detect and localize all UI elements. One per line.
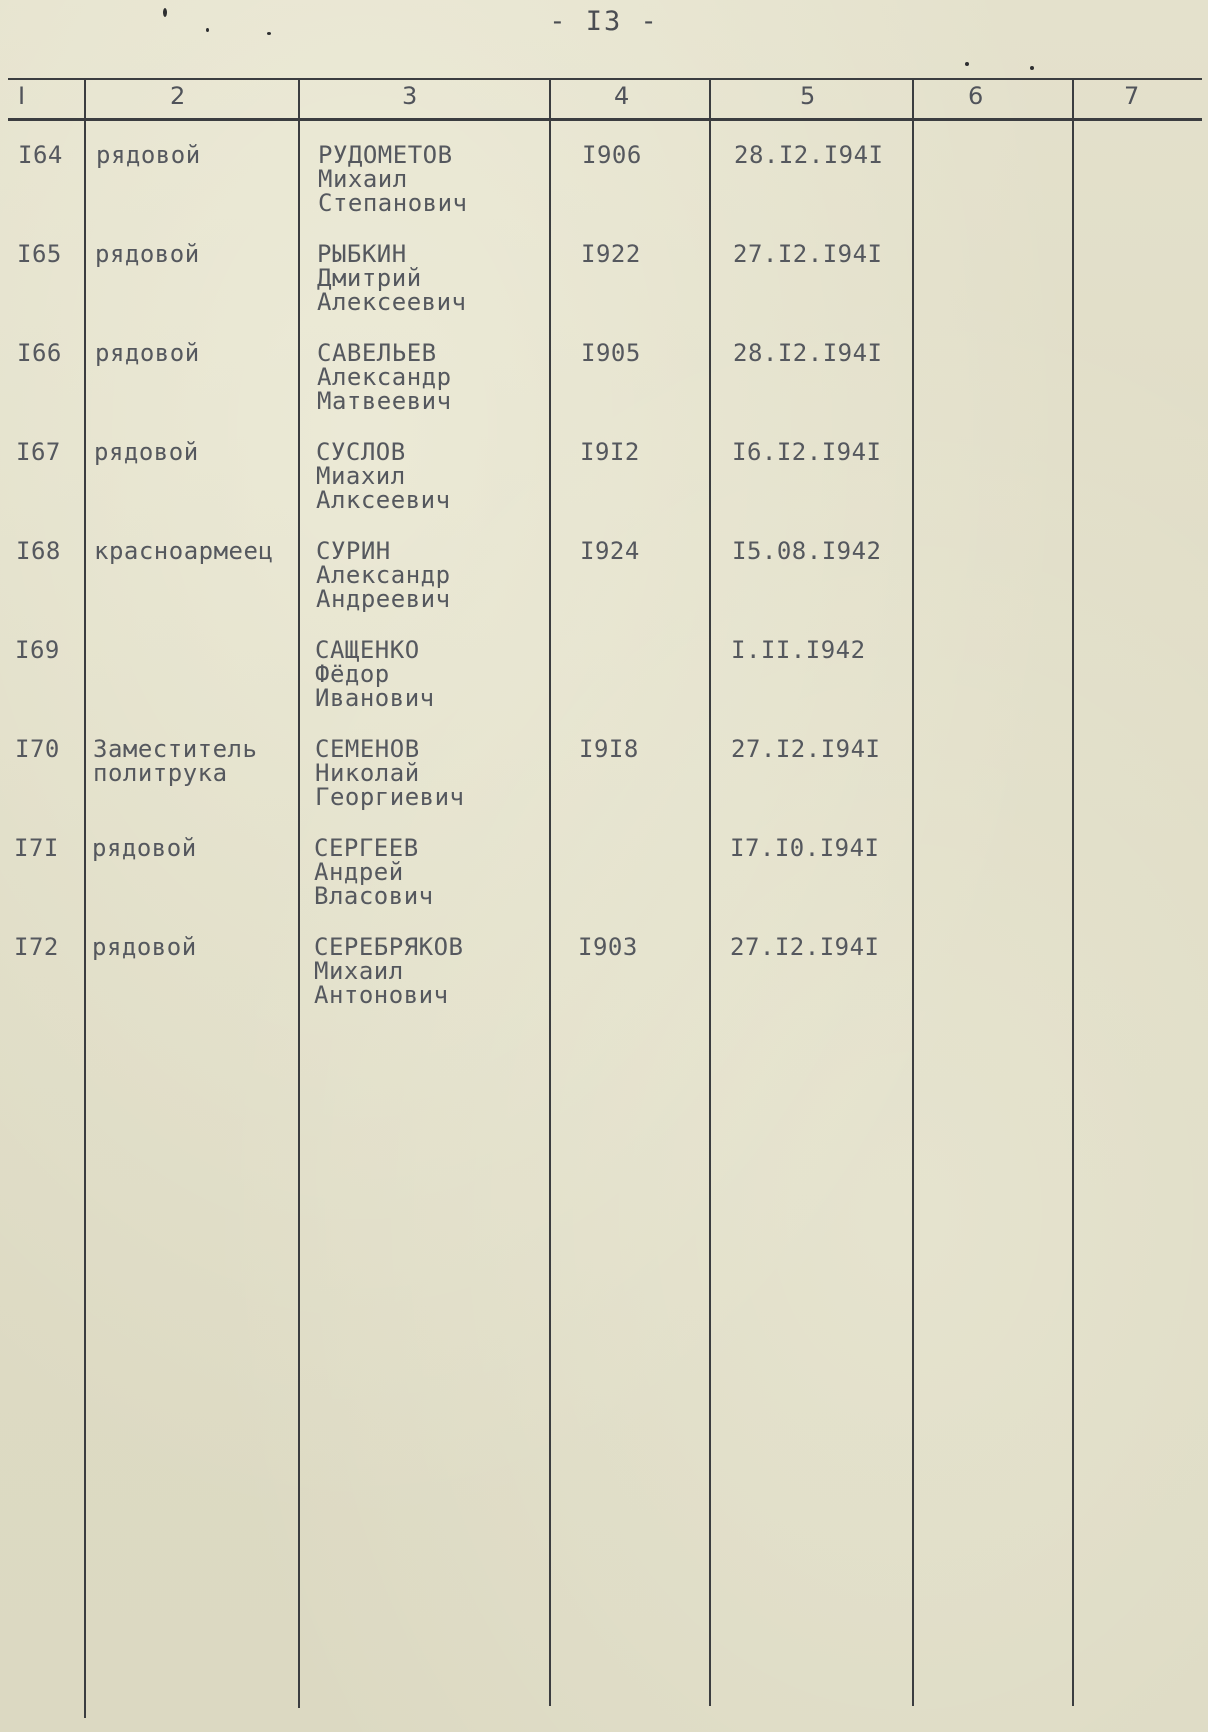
name-cell-line: СЕМЕНОВ — [315, 735, 420, 763]
name-cell — [318, 143, 468, 215]
name-cell-line: РУДОМЕТОВ — [318, 141, 453, 169]
column-header-3: 3 — [402, 82, 418, 110]
date-cell: I.II.I942 — [731, 636, 866, 664]
name-cell-line: Фёдор — [315, 660, 390, 688]
date-cell: I5.08.I942 — [732, 537, 882, 565]
date-cell: 27.I2.I94I — [731, 735, 881, 763]
rank-cell-line: Заместитель — [93, 735, 258, 763]
entry-number: I67 — [16, 438, 61, 466]
name-cell-line: СУРИН — [316, 537, 391, 565]
name-cell-line: СЕРЕБРЯКОВ — [314, 933, 464, 961]
entry-number: I72 — [14, 933, 59, 961]
entry-number: I68 — [16, 537, 61, 565]
paper-speck — [267, 32, 271, 35]
entry-number: I65 — [17, 240, 62, 268]
birth-year-cell: I905 — [581, 339, 641, 367]
rank-cell-line: красноармеец — [94, 537, 274, 565]
entry-number: I64 — [18, 141, 63, 169]
birth-year-cell: I9I2 — [580, 438, 640, 466]
date-cell: I6.I2.I94I — [732, 438, 882, 466]
rank-cell — [96, 143, 201, 167]
name-cell-line: Степанович — [318, 189, 468, 217]
column-header-4: 4 — [614, 82, 630, 110]
rank-cell — [95, 242, 200, 266]
name-cell-line: Дмитрий — [317, 264, 422, 292]
name-cell-line: Иванович — [315, 684, 435, 712]
birth-year-cell: I922 — [581, 240, 641, 268]
name-cell-line: Антонович — [314, 981, 449, 1009]
name-cell-line: СУСЛОВ — [316, 438, 406, 466]
date-cell: 28.I2.I94I — [734, 141, 884, 169]
rank-cell-line: рядовой — [94, 438, 199, 466]
paper-speck — [163, 8, 167, 17]
name-cell-line: Александр — [317, 363, 452, 391]
paper-speck — [1030, 66, 1034, 70]
date-cell: I7.I0.I94I — [730, 834, 880, 862]
name-cell — [317, 341, 452, 413]
table-top-rule — [8, 78, 1202, 80]
paper-speck — [206, 28, 209, 32]
name-cell-line: Михаил — [314, 957, 404, 985]
name-cell-line: Алксеевич — [316, 486, 451, 514]
name-cell-line: РЫБКИН — [317, 240, 407, 268]
column-divider-2 — [298, 78, 300, 1708]
birth-year-cell: I9I8 — [579, 735, 639, 763]
column-divider-3 — [549, 78, 551, 1706]
name-cell — [316, 539, 451, 611]
rank-cell — [94, 440, 199, 464]
entry-number: I70 — [15, 735, 60, 763]
name-cell-line: СЕРГЕЕВ — [314, 834, 419, 862]
name-cell — [317, 242, 467, 314]
name-cell-line: САВЕЛЬЕВ — [317, 339, 437, 367]
name-cell-line: Михаил — [318, 165, 408, 193]
column-header-5: 5 — [800, 82, 816, 110]
name-cell — [315, 638, 435, 710]
name-cell-line: Николай — [315, 759, 420, 787]
rank-cell-line: политрука — [93, 759, 228, 787]
rank-cell-line: рядовой — [95, 339, 200, 367]
name-cell-line: Алексеевич — [317, 288, 467, 316]
rank-cell-line: рядовой — [96, 141, 201, 169]
page-number: - I3 - — [549, 6, 659, 37]
rank-cell — [95, 341, 200, 365]
name-cell-line: Андрей — [314, 858, 404, 886]
birth-year-cell: I903 — [578, 933, 638, 961]
name-cell-line: Георгиевич — [315, 783, 465, 811]
date-cell: 27.I2.I94I — [733, 240, 883, 268]
entry-number: I7I — [14, 834, 59, 862]
name-cell — [316, 440, 451, 512]
birth-year-cell: I924 — [580, 537, 640, 565]
rank-cell — [93, 737, 257, 785]
name-cell-line: Александр — [316, 561, 451, 589]
header-bottom-rule — [8, 118, 1202, 121]
rank-cell — [94, 539, 273, 563]
name-cell — [314, 836, 434, 908]
name-cell-line: Андреевич — [316, 585, 451, 613]
column-header-1: I — [18, 82, 26, 110]
name-cell-line: Миахил — [316, 462, 406, 490]
name-cell-line: Матвеевич — [317, 387, 452, 415]
entry-number: I66 — [17, 339, 62, 367]
date-cell: 28.I2.I94I — [733, 339, 883, 367]
column-header-2: 2 — [170, 82, 186, 110]
name-cell-line: Власович — [314, 882, 434, 910]
birth-year-cell: I906 — [582, 141, 642, 169]
name-cell-line: САЩЕНКО — [315, 636, 420, 664]
date-cell: 27.I2.I94I — [730, 933, 880, 961]
column-divider-6 — [1072, 80, 1074, 1706]
rank-cell-line: рядовой — [95, 240, 200, 268]
name-cell — [314, 935, 464, 1007]
entry-number: I69 — [15, 636, 60, 664]
column-header-6: 6 — [968, 82, 984, 110]
column-header-7: 7 — [1124, 82, 1140, 110]
rank-cell-line: рядовой — [92, 933, 197, 961]
column-divider-4 — [709, 78, 711, 1706]
rank-cell — [92, 836, 197, 860]
rank-cell — [92, 935, 197, 959]
name-cell — [315, 737, 465, 809]
paper-speck — [965, 62, 969, 66]
column-divider-1 — [84, 78, 86, 1718]
column-divider-5 — [912, 80, 914, 1706]
rank-cell-line: рядовой — [92, 834, 197, 862]
